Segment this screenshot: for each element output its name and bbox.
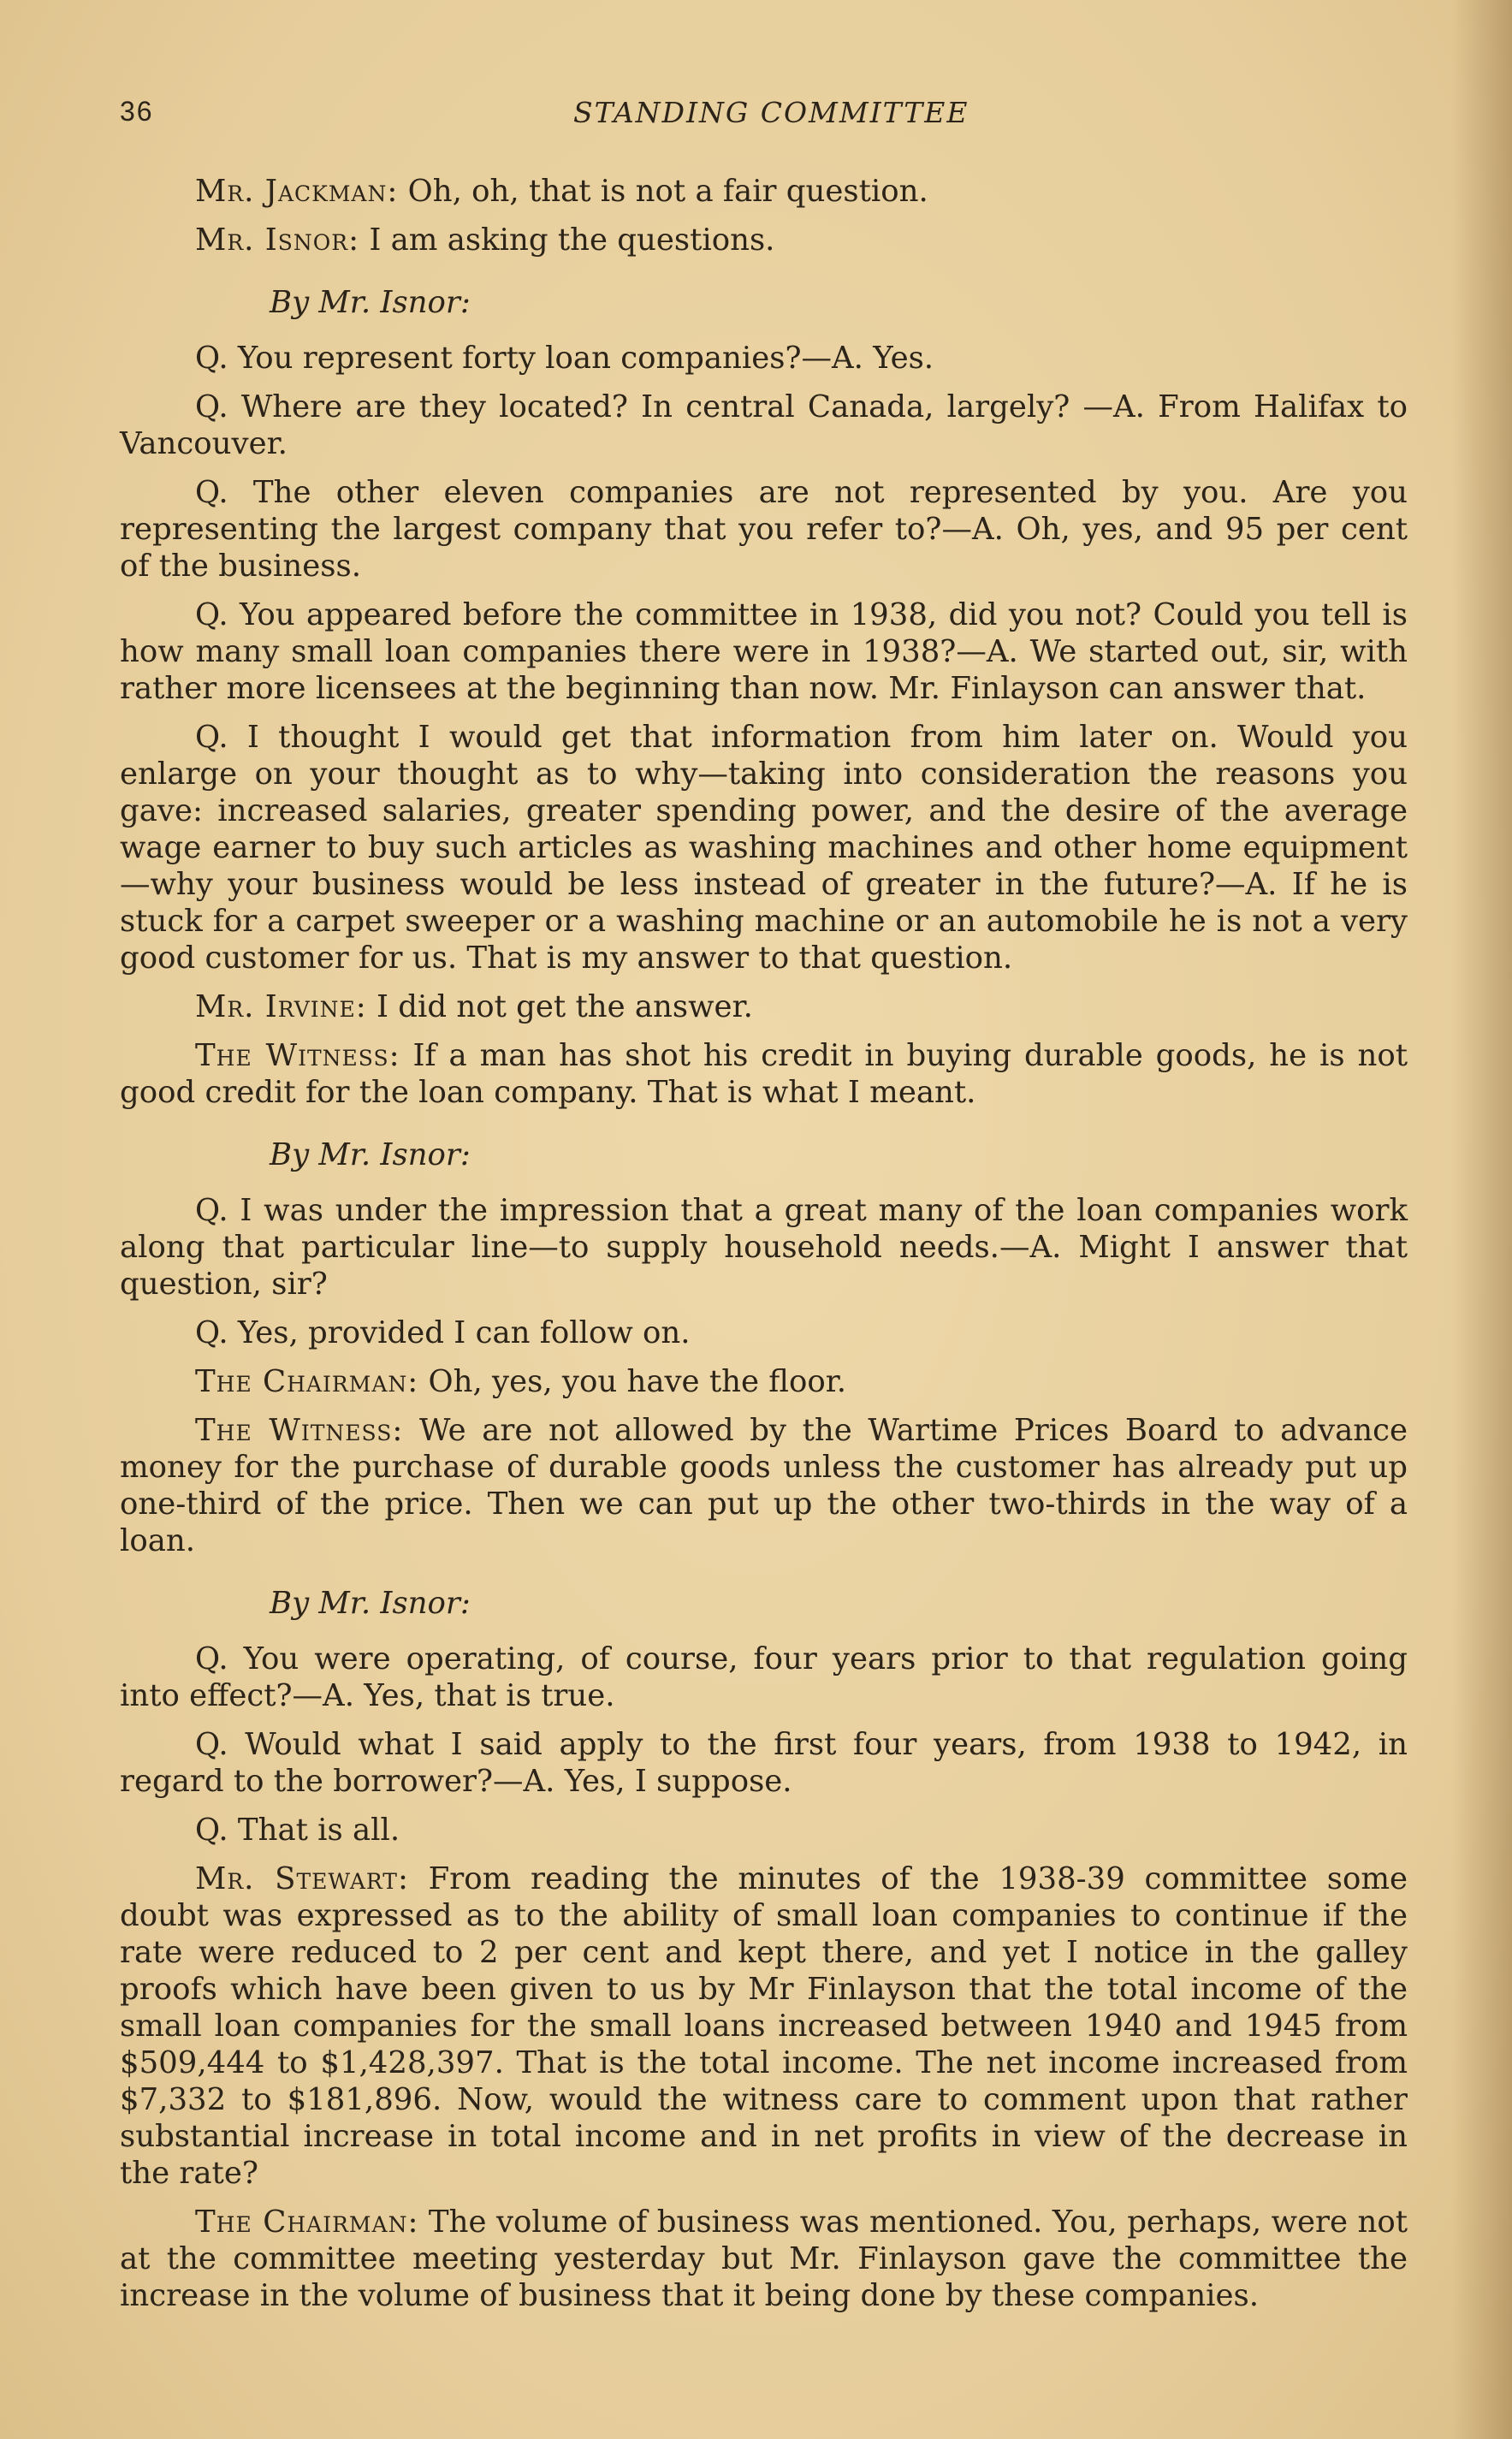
paragraph-text: If a man has shot his credit in buying durable goods, he is not good credit for the loan company. That is what I meant. (120, 1038, 1408, 1110)
paragraph (120, 173, 1408, 210)
paragraph-text: From reading the minutes of the 1938-39 committee some doubt was expressed as to the ability of small loan companies to continue if the rate were reduced to 2 per cent and kept there, and yet I notice in the galley proofs which have been given to us by Mr Finlayson that the total income of the small loan companies for the small loans increased between 1940 and 1945 from $509,444 to $1,428,397. That is the total income. The net income increased from $7,332 to $181,896. Now, would the witness care to comment upon that rather substantial increase in total income and in net profits in view of the decrease in the rate? (120, 1861, 1408, 2191)
speaker-name: The Witness: (195, 1413, 404, 1448)
question-answer: Q. I was under the impression that a great many of the loan companies work along that particular line—to supply household needs.—A. Might I answer that question, sir? (120, 1193, 1408, 1302)
question-answer: Q. You were operating, of course, four years prior to that regulation going into effect?—A. Yes, that is true. (120, 1641, 1408, 1713)
transcript-body (120, 173, 1408, 2314)
paragraph (120, 1412, 1408, 1559)
byline: By Mr. Isnor: (270, 285, 471, 320)
speaker-name: The Witness: (195, 1038, 400, 1073)
paragraph-text: We are not allowed by the Wartime Prices Board to advance money for the purchase of durable goods unless the customer has already put up one-third of the price. Then we can put up the other two-thirds in the way of a loan. (120, 1413, 1408, 1558)
paragraph (120, 988, 1408, 1025)
speaker-name: Mr. Isnor: (195, 223, 360, 258)
running-head (120, 96, 1408, 147)
paragraph (120, 1037, 1408, 1111)
question-answer: Q. Where are they located? In central Canada, largely? —A. From Halifax to Vancouver. (120, 389, 1408, 461)
speaker-name: Mr. Stewart: (195, 1861, 409, 1896)
paragraph-text: I did not get the answer. (366, 989, 753, 1024)
question-answer: Q. Would what I said apply to the first four years, from 1938 to 1942, in regard to the borrower?—A. Yes, I suppose. (120, 1727, 1408, 1799)
question-answer: Q. You represent forty loan companies?—A. Yes. (195, 341, 934, 376)
running-title: STANDING COMMITTEE (573, 96, 969, 129)
paragraph-text: Oh, yes, you have the floor. (418, 1364, 847, 1399)
speaker-name: The Chairman: (195, 1364, 419, 1399)
question-answer: Q. Yes, provided I can follow on. (195, 1315, 691, 1350)
question-answer: Q. You appeared before the committee in 1938, did you not? Could you tell is how many small loan companies there were in 1938?—A. We started out, sir, with rather more licensees at the beginning than now. Mr. Finlayson can answer that. (120, 597, 1408, 706)
paragraph (120, 222, 1408, 258)
byline: By Mr. Isnor: (270, 1137, 471, 1172)
page-number: 36 (120, 96, 154, 127)
question-answer: Q. The other eleven companies are not represented by you. Are you representing the largest company that you refer to?—A. Oh, yes, and 95 per cent of the business. (120, 475, 1408, 584)
paragraph (120, 1363, 1408, 1400)
paragraph-text: The volume of business was mentioned. You, perhaps, were not at the committee meeting yesterday but Mr. Finlayson gave the committee the increase in the volume of business that it being done by these companies. (120, 2205, 1408, 2313)
question-answer: Q. That is all. (195, 1813, 400, 1848)
byline: By Mr. Isnor: (270, 1586, 471, 1621)
paragraph (120, 2204, 1408, 2314)
question-answer: Q. I thought I would get that information from him later on. Would you enlarge on your thought as to why—taking into consideration the reasons you gave: increased salaries, greater spending power, and the desire of the average wage earner to buy such articles as washing machines and other home equipment —why your business would be less instead of greater in the future?—A. If he is stuck for a carpet sweeper or a washing machine or an automobile he is not a very good customer for us. That is my answer to that question. (120, 720, 1408, 976)
speaker-name: Mr. Jackman: (195, 174, 399, 209)
paragraph-text: I am asking the questions. (359, 223, 775, 258)
speaker-name: The Chairman: (195, 2205, 419, 2240)
speaker-name: Mr. Irvine: (195, 989, 367, 1024)
paragraph-text: Oh, oh, that is not a fair question. (398, 174, 928, 209)
paragraph (120, 1860, 1408, 2192)
